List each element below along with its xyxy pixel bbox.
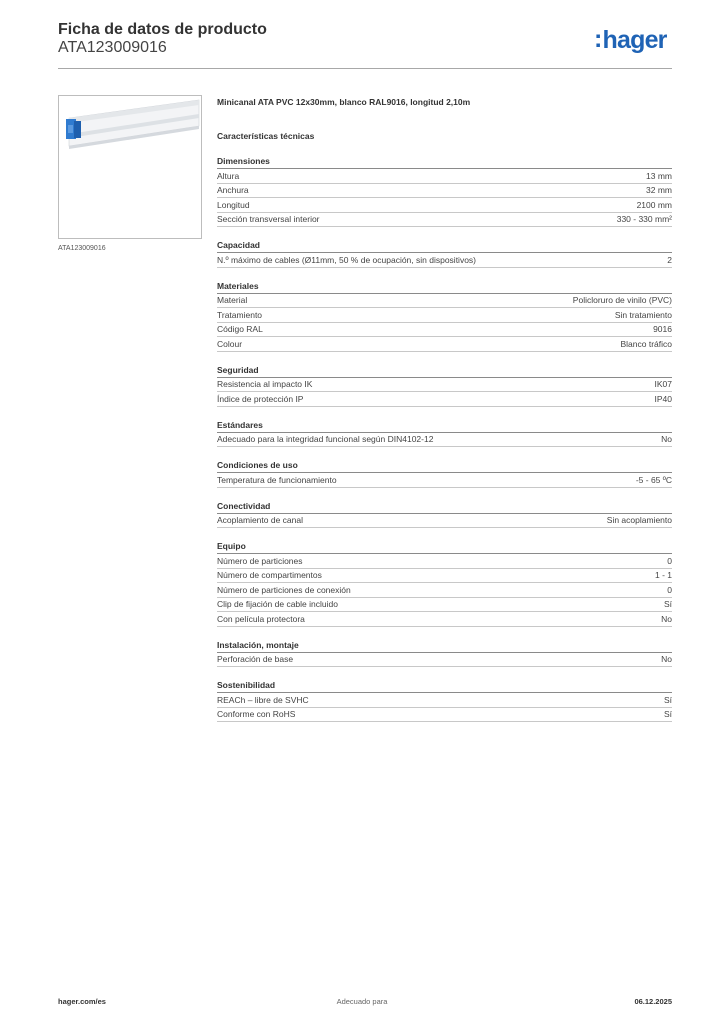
spec-sections bbox=[217, 155, 672, 722]
spec-value: Sí bbox=[663, 694, 672, 705]
spec-value: 9016 bbox=[653, 324, 672, 335]
section-title: Equipo bbox=[217, 540, 672, 554]
spec-value: No bbox=[661, 654, 672, 665]
spec-value: 1 - 1 bbox=[654, 570, 672, 581]
spec-label: Longitud bbox=[217, 199, 250, 210]
section-title: Condiciones de uso bbox=[217, 459, 672, 473]
page-title: Ficha de datos de producto bbox=[58, 21, 267, 38]
spec-value: No bbox=[661, 613, 672, 624]
spec-row bbox=[217, 598, 672, 613]
spec-row bbox=[217, 433, 672, 448]
hager-logo bbox=[594, 26, 667, 54]
spec-label: Adecuado para la integridad funcional según DIN4102-12 bbox=[217, 434, 434, 445]
spec-value: 13 mm bbox=[646, 170, 672, 181]
spec-content bbox=[217, 95, 672, 722]
spec-label: Material bbox=[217, 295, 248, 306]
spec-section bbox=[217, 459, 672, 488]
spec-label: Índice de protección IP bbox=[217, 393, 304, 404]
spec-value: Sí bbox=[663, 599, 672, 610]
spec-value: IP40 bbox=[654, 393, 672, 404]
spec-value: IK07 bbox=[654, 379, 672, 390]
spec-section bbox=[217, 540, 672, 627]
logo-colon: : bbox=[594, 25, 602, 53]
section-title: Conectividad bbox=[217, 500, 672, 514]
footer-center-text: Adecuado para bbox=[336, 997, 388, 1006]
section-title: Dimensiones bbox=[217, 155, 672, 169]
spec-value: Blanco tráfico bbox=[620, 338, 672, 349]
footer-website: hager.com/es bbox=[58, 997, 106, 1006]
spec-row bbox=[217, 308, 672, 323]
spec-label: Temperatura de funcionamiento bbox=[217, 474, 337, 485]
spec-row bbox=[217, 708, 672, 723]
spec-row bbox=[217, 169, 672, 184]
spec-row bbox=[217, 473, 672, 488]
spec-row bbox=[217, 323, 672, 338]
product-image bbox=[58, 95, 202, 239]
spec-section bbox=[217, 239, 672, 268]
spec-section bbox=[217, 155, 672, 227]
section-title: Capacidad bbox=[217, 239, 672, 253]
spec-value: 0 bbox=[667, 584, 672, 595]
spec-value: Sin acoplamiento bbox=[606, 515, 672, 526]
section-title: Seguridad bbox=[217, 364, 672, 378]
spec-value: Policloruro de vinilo (PVC) bbox=[572, 295, 672, 306]
spec-row bbox=[217, 693, 672, 708]
spec-section bbox=[217, 679, 672, 722]
spec-row bbox=[217, 653, 672, 668]
spec-label: Clip de fijación de cable incluido bbox=[217, 599, 338, 610]
footer-date: 06.12.2025 bbox=[634, 997, 672, 1006]
spec-value: Sin tratamiento bbox=[614, 309, 672, 320]
spec-label: Número de particiones de conexión bbox=[217, 584, 351, 595]
technical-characteristics-title: Características técnicas bbox=[217, 131, 315, 141]
spec-section bbox=[217, 364, 672, 407]
spec-section bbox=[217, 639, 672, 668]
spec-row bbox=[217, 253, 672, 268]
spec-row bbox=[217, 569, 672, 584]
spec-row bbox=[217, 612, 672, 627]
spec-value: 330 - 330 mm² bbox=[616, 214, 672, 225]
spec-value: No bbox=[661, 434, 672, 445]
spec-value: -5 - 65 ºC bbox=[635, 474, 672, 485]
spec-value: 32 mm bbox=[646, 185, 672, 196]
spec-section bbox=[217, 500, 672, 529]
spec-value: 2 bbox=[667, 254, 672, 265]
spec-label: Anchura bbox=[217, 185, 249, 196]
spec-value: Sí bbox=[663, 709, 672, 720]
spec-label: REACh – libre de SVHC bbox=[217, 694, 309, 705]
product-code: ATA123009016 bbox=[58, 39, 167, 56]
spec-label: Con película protectora bbox=[217, 613, 305, 624]
section-title: Estándares bbox=[217, 419, 672, 433]
spec-label: Colour bbox=[217, 338, 243, 349]
spec-value: 0 bbox=[667, 555, 672, 566]
spec-label: Tratamiento bbox=[217, 309, 263, 320]
product-description: Minicanal ATA PVC 12x30mm, blanco RAL9016, longitud 2,10m bbox=[217, 97, 471, 107]
logo-text: hager bbox=[602, 26, 667, 54]
spec-row bbox=[217, 378, 672, 393]
spec-section bbox=[217, 419, 672, 448]
spec-row bbox=[217, 583, 672, 598]
spec-label: Perforación de base bbox=[217, 654, 294, 665]
spec-row bbox=[217, 198, 672, 213]
spec-row bbox=[217, 514, 672, 529]
spec-label: Sección transversal interior bbox=[217, 214, 320, 225]
section-title: Instalación, montaje bbox=[217, 639, 672, 653]
spec-row bbox=[217, 213, 672, 228]
spec-label: Número de particiones bbox=[217, 555, 303, 566]
spec-row bbox=[217, 294, 672, 309]
spec-label: Altura bbox=[217, 170, 240, 181]
spec-label: Código RAL bbox=[217, 324, 263, 335]
spec-label: Acoplamiento de canal bbox=[217, 515, 304, 526]
spec-row bbox=[217, 554, 672, 569]
header-divider bbox=[58, 68, 672, 69]
spec-row bbox=[217, 392, 672, 407]
cable-trunking-illustration bbox=[59, 96, 201, 238]
spec-row bbox=[217, 337, 672, 352]
spec-row bbox=[217, 184, 672, 199]
spec-label: Conforme con RoHS bbox=[217, 709, 296, 720]
image-caption: ATA123009016 bbox=[58, 245, 106, 252]
section-title: Sostenibilidad bbox=[217, 679, 672, 693]
section-title: Materiales bbox=[217, 280, 672, 294]
spec-section bbox=[217, 280, 672, 352]
spec-label: Número de compartimentos bbox=[217, 570, 322, 581]
spec-label: N.º máximo de cables (Ø11mm, 50 % de ocupación, sin dispositivos) bbox=[217, 254, 477, 265]
spec-value: 2100 mm bbox=[636, 199, 672, 210]
spec-label: Resistencia al impacto IK bbox=[217, 379, 313, 390]
